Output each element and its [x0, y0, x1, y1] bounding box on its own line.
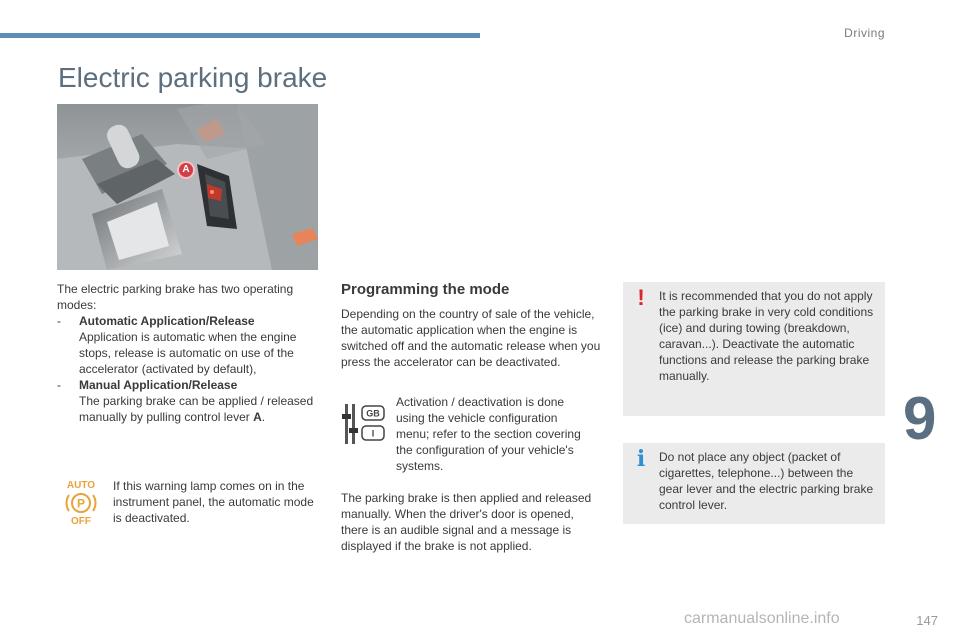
mode-automatic-name: Automatic Application/Release: [79, 314, 255, 328]
programming-section: [341, 282, 603, 554]
page-number: 147: [916, 613, 938, 628]
console-illustration: [57, 104, 318, 270]
mode-manual: [57, 377, 319, 425]
warning-lamp-text: If this warning lamp comes on in the instrument panel, the automatic mode is deactivated.: [113, 479, 314, 525]
auto-label: AUTO: [66, 480, 96, 491]
chapter-number: 9: [903, 385, 937, 452]
config-menu-note: [341, 394, 603, 474]
info-icon: i: [636, 446, 646, 472]
bullet-dash: -: [57, 314, 61, 328]
programming-paragraph-1: Depending on the country of sale of the vehicle, the automatic application when the engine is switched off and the automatic release when you press the accelerator can be deactivated.: [341, 307, 601, 369]
warning-note-box: [623, 282, 885, 416]
modes-description: [57, 281, 319, 425]
mode-manual-period: .: [261, 410, 266, 424]
warning-note-text: It is recommended that you do not apply the parking brake in very cold conditions (ice) and during towing (breakdown, caravan...). Deactivate the automatic functions and release the parking brake manually.: [659, 289, 874, 383]
mode-automatic: [57, 313, 319, 377]
bullet-dash: -: [57, 378, 61, 392]
lever-label: A: [253, 410, 262, 424]
page-title: Electric parking brake: [58, 62, 328, 93]
gb-label: GB: [366, 408, 380, 419]
mode-automatic-text: Application is automatic when the engine stops, release is automatic on use of the accelerator (activated by default),: [79, 330, 297, 376]
config-menu-text: Activation / deactivation is done using the vehicle configuration menu; refer to the section covering the configuration of your vehicle's systems.: [396, 395, 581, 473]
header-accent-bar: [0, 33, 480, 38]
auto-p-off-icon: [62, 478, 100, 526]
mode-manual-text: [79, 393, 319, 425]
callout-a-label: A: [182, 164, 190, 175]
p-label: P: [76, 496, 86, 511]
warning-exclamation-icon: !: [637, 285, 645, 310]
watermark: carmanualsonline.info: [684, 610, 840, 627]
i-label: I: [371, 428, 375, 439]
warning-lamp-note: [62, 478, 322, 526]
off-label: OFF: [71, 516, 91, 526]
programming-heading: Programming the mode: [341, 281, 510, 298]
configuration-menu-icon: [341, 402, 387, 448]
callout-a-icon: [177, 161, 195, 179]
mode-manual-name: Manual Application/Release: [79, 378, 238, 392]
info-note-box: [623, 443, 885, 524]
parking-brake-photo: [57, 104, 318, 270]
section-title: Driving: [844, 26, 885, 40]
mode-manual-body: The parking brake can be applied / released manually by pulling control lever: [79, 394, 314, 424]
info-note-text: Do not place any object (packet of cigarettes, telephone...) between the gear lever and the electric parking brake control lever.: [659, 450, 874, 512]
intro-paragraph: The electric parking brake has two operating modes:: [57, 282, 294, 312]
programming-paragraph-2: The parking brake is then applied and released manually. When the driver's door is opened, there is an audible signal and a message is displayed if the brake is not applied.: [341, 491, 592, 553]
